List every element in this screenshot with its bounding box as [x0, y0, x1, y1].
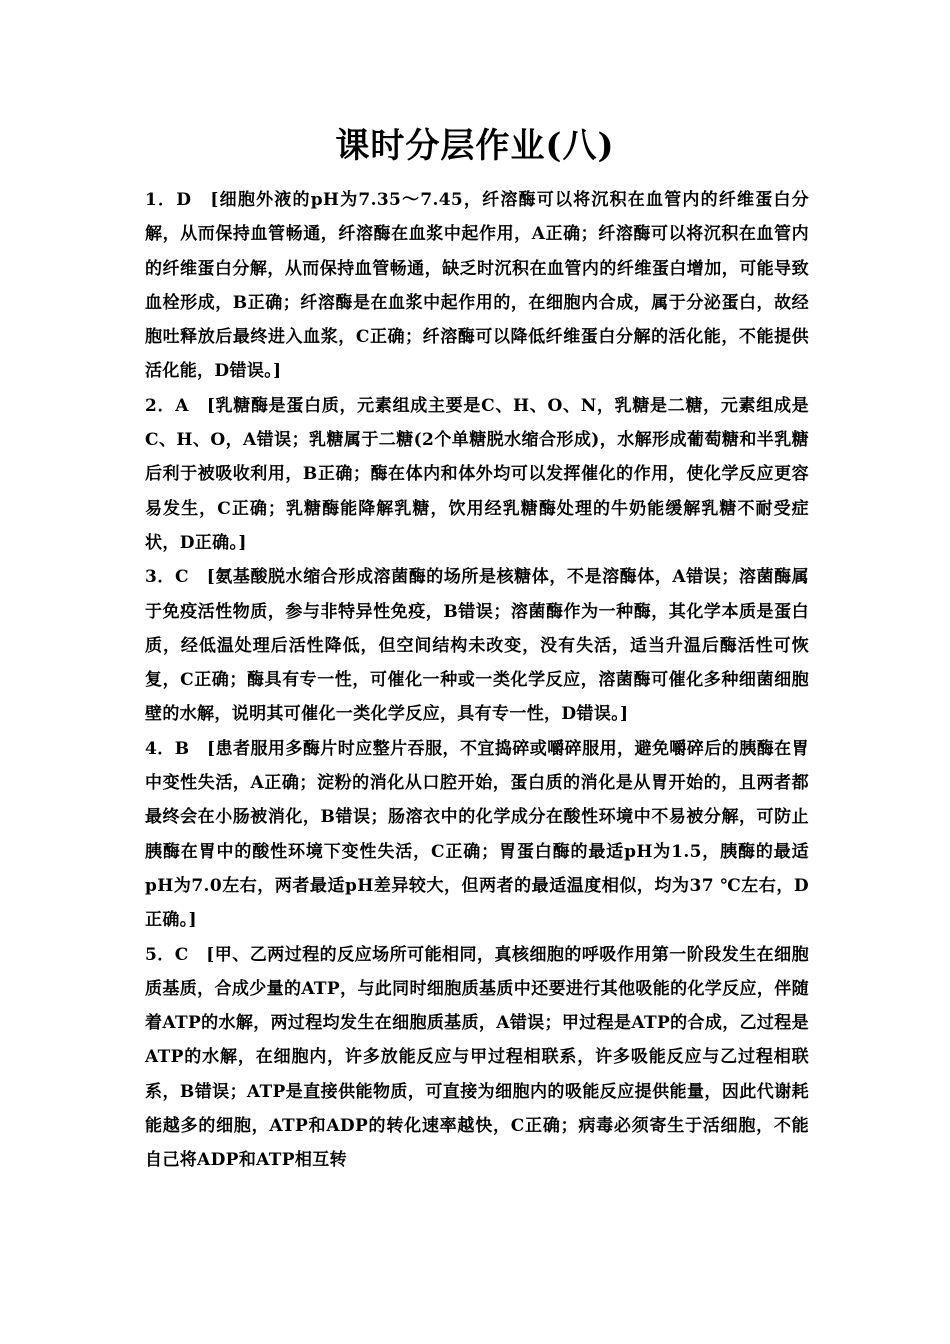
- answer-label: 5．C: [145, 944, 207, 965]
- answer-explanation: [氨基酸脱水缩合形成溶菌酶的场所是核糖体，不是溶酶体，A错误；溶菌酶属于免疫活性物质，参与非特异性免疫，B错误；溶菌酶作为一种酶，其化学本质是蛋白质，经低温处理后活性降低，但空间结构未改变，没有失活，适当升温后酶活性可恢复，C正确；酶具有专一性，可催化一种或一类化学反应，溶菌酶可催化多种细菌细胞壁的水解，说明其可催化一类化学反应，具有专一性，D错误。]: [145, 567, 809, 725]
- answer-explanation: [乳糖酶是蛋白质，元素组成主要是C、H、O、N，乳糖是二糖，元素组成是C、H、O，A错误；乳糖属于二糖(2个单糖脱水缩合形成)，水解形成葡萄糖和半乳糖后利于被吸收利用，B正确；酶在体内和体外均可以发挥催化的作用，使化学反应更容易发生，C正确；乳糖酶能降解乳糖，饮用经乳糖酶处理的牛奶能缓解乳糖不耐受症状，D正确。]: [145, 395, 809, 553]
- page-title: 课时分层作业(八): [335, 126, 615, 166]
- answer-list: [145, 183, 809, 1178]
- answer-label: 2．A: [145, 395, 207, 416]
- answer-label: 3．C: [145, 567, 207, 588]
- answer-item-4: [145, 732, 809, 938]
- answer-item-3: [145, 560, 809, 731]
- answer-explanation: [甲、乙两过程的反应场所可能相同，真核细胞的呼吸作用第一阶段发生在细胞质基质，合成少量的ATP，与此同时细胞质基质中还要进行其他吸能的化学反应，伴随着ATP的水解，两过程均发生在细胞质基质，A错误；甲过程是ATP的合成，乙过程是ATP的水解，在细胞内，许多放能反应与甲过程相联系，许多吸能反应与乙过程相联系，B错误；ATP是直接供能物质，可直接为细胞内的吸能反应提供能量，因此代谢耗能越多的细胞，ATP和ADP的转化速率越快，C正确；病毒必须寄生于活细胞，不能自己将ADP和ATP相互转: [145, 944, 809, 1171]
- answer-label: 1．D: [145, 190, 211, 210]
- answer-explanation: [细胞外液的pH为7.35～7.45，纤溶酶可以将沉积在血管内的纤维蛋白分解，从而保持血管畅通，纤溶酶在血浆中起作用，A正确；纤溶酶可以将沉积在血管内的纤维蛋白分解，从而保持血管畅通，缺乏时沉积在血管内的纤维蛋白增加，可能导致血栓形成，B正确；纤溶酶是在血浆中起作用的，在细胞内合成，属于分泌蛋白，故经胞吐释放后最终进入血浆，C正确；纤溶酶可以降低纤维蛋白分解的活化能，不能提供活化能，D错误。]: [145, 190, 809, 382]
- answer-item-2: [145, 389, 809, 560]
- answer-item-1: [145, 183, 809, 389]
- answer-label: 4．B: [145, 738, 208, 759]
- answer-explanation: [患者服用多酶片时应整片吞服，不宜捣碎或嚼碎服用，避免嚼碎后的胰酶在胃中变性失活，A正确；淀粉的消化从口腔开始，蛋白质的消化是从胃开始的，且两者都最终会在小肠被消化，B错误；肠溶衣中的化学成分在酸性环境中不易被分解，可防止胰酶在胃中的酸性环境下变性失活，C正确；胃蛋白酶的最适pH为1.5，胰酶的最适pH为7.0左右，两者最适pH差异较大，但两者的最适温度相似，均为37 ℃左右，D正确。]: [145, 738, 809, 931]
- answer-item-5: [145, 938, 809, 1178]
